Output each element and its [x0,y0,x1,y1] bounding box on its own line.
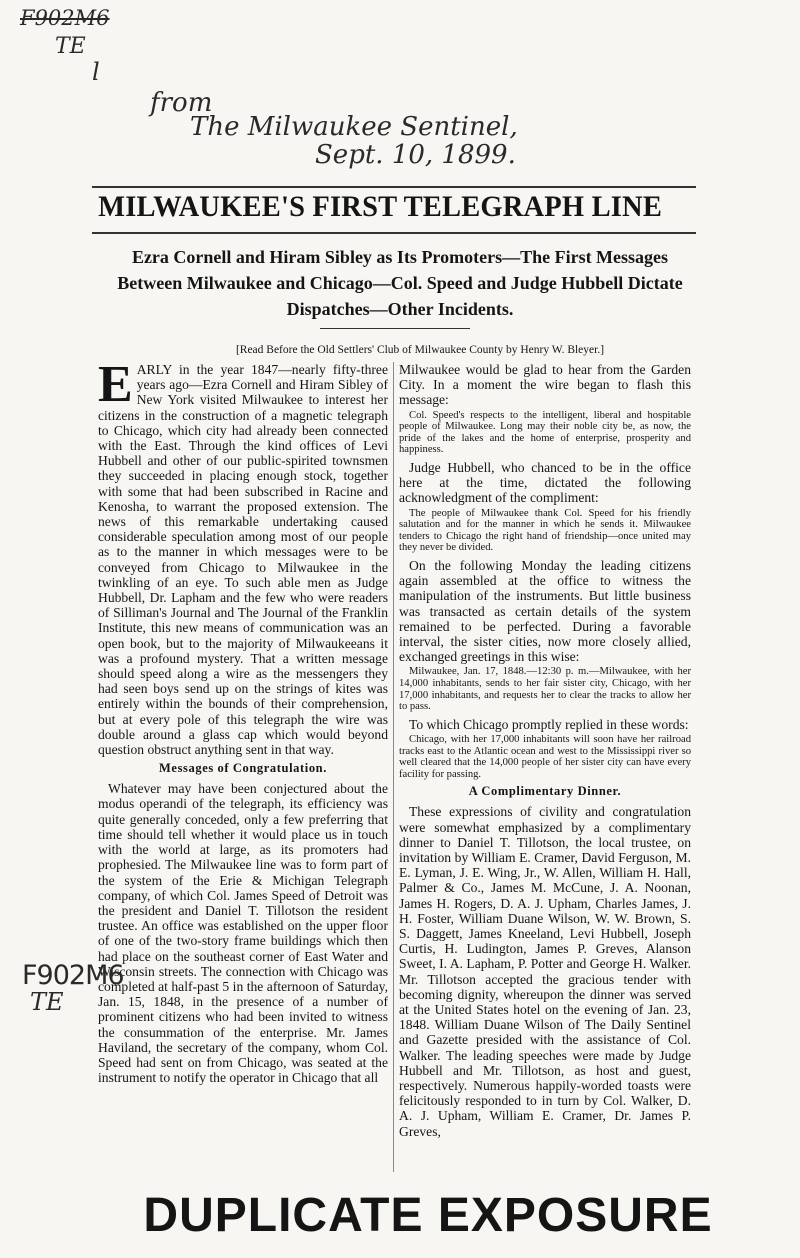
quoted-dispatch: Col. Speed's respects to the intelligent, liberal and hospitable people of Milwaukee. Long may their noble city be, as now, the pride of the lakes and the home of enterprise, prosperity and happiness. [399,409,691,456]
quoted-dispatch: The people of Milwaukee thank Col. Speed for his friendly salutation and for the manner in which he sends it. Milwaukee tenders to Chicago the right hand of friendship—once united may they never be divided. [399,507,691,554]
handwritten-source-line2: The Milwaukee Sentinel, [190,112,518,142]
paragraph: Judge Hubbell, who chanced to be in the office here at the time, dictated the following acknowledgment of the compliment: [399,459,691,506]
subhead-divider [320,328,470,329]
headline-rule-bottom [92,232,696,234]
handwritten-source-line1: from [150,88,213,118]
column-divider [393,362,394,1172]
paragraph-text: ARLY in the year 1847—nearly fifty-three years ago—Ezra Cornell and Hiram Sibley of New York visited Milwaukee to interest her citizens in the construction of a magnetic telegraph to Chicago, which city had already been connected with the East. Through the kind offices of Levi Hubbell and other of our public-spirited townsmen they succeeded in placing enough stock, together with some that had been subscribed in Racine and Kenosha, to warrant the proposed extension. The news of this remarkable undertaking caused considerable speculation among most of our people as to the manner in which messages were to be conveyed from Chicago to Milwaukee in the twinkling of an eye. To such able men as Judge Hubbell, Dr. Lapham and the few who were readers of Silliman's Journal and The Journal of the Franklin Institute, this new means of communication was an open book, but to the majority of Milwaukeeans it was a profound mystery. That a written message should speed along a wire as the messengers they had seen boys send up on the strings of kites was entirely within the bounds of their comprehension, but at every pole of this telegraph the wire was double around a glass cap which would beyond question obstruct anything sent in that way. [98,362,388,758]
duplicate-exposure-stamp: DUPLICATE EXPOSURE [143,1189,713,1242]
section-heading: Messages of Congratulation. [159,761,327,776]
handwritten-te-top: TE [55,34,86,59]
quoted-dispatch: Chicago, with her 17,000 inhabitants will soon have her railroad tracks east to the Atlantic ocean and west to the Mississippi river so well cleared that the 14,000 people of her sister city can have every facility for passing. [399,733,691,780]
paragraph: Milwaukee would be glad to hear from the Garden City. In a moment the wire began to flash this message: [399,362,691,408]
paragraph: Whatever may have been conjectured about the modus operandi of the telegraph, its efficiency was quite generally conceded, only a few preferring that time should tell whether it would place us in touch with the world at large, as its promoters had prophesied. The Milwaukee line was to form part of the system of the Erie & Michigan Telegraph company, of which Col. James Speed of Detroit was the president and Daniel T. Tillotson the resident trustee. An office was established on the upper floor of one of the two-story frame buildings which then had place on the southeast corner of East Water and Wisconsin streets. The connection with Chicago was completed at half-past 5 in the afternoon of Saturday, Jan. 15, 1848, in the presence of a number of prominent citizens who had been invited to witness the consummation of the enterprise. Mr. James Haviland, the secretary of the company, whom Col. Speed had sent on from Chicago, was seated at the instrument to notify the operator in Chicago that all [98,781,388,1086]
handwritten-mark: l [92,58,100,86]
paragraph: On the following Monday the leading citizens again assembled at the office to witness the manipulation of the instruments. But little business was transacted as certain details of the system remained to be perfected. During a favorable interval, the sister cities, now more closely allied, exchanged greetings in this wise: [399,557,691,665]
headline-rule-top [92,186,696,188]
handwritten-catalog-code-top: F902M6 [20,6,110,30]
paragraph: These expressions of civility and congratulation were somewhat emphasized by a complimentary dinner to Daniel T. Tillotson, the local trustee, on invitation by William E. Cramer, David Ferguson, M. E. Lyman, J. E. Wing, Jr., W. Allen, William H. Hall, Palmer & Co., James M. McCune, J. A. Noonan, James H. Rogers, D. A. J. Upham, Charles James, J. H. Foster, William Duane Wilson, W. W. Brown, S. S. Daggett, James Kneeland, Levi Hubbell, Joseph Curtis, H. Ludington, James P. Greves, Alanson Sweet, I. A. Lapham, P. Potter and George H. Walker. Mr. Tillotson accepted the gracious tender with becoming dignity, whereupon the dinner was served at the United States hotel on the evening of Jan. 23, 1848. William Duane Wilson of The Daily Sentinel and Gazette presided with the assistance of Col. Walker. The leading speeches were made by Judge Hubbell and Mr. Tillotson, as host and guest, respectively. Numerous happily-worded toasts were felicitously responded to in turn by Col. Walker, D. A. J. Upham, William E. Cramer, Dr. James P. Greves, [399,804,691,1139]
article-column-right [399,362,691,1177]
handwritten-source-date: Sept. 10, 1899. [315,140,516,170]
article-subhead: Ezra Cornell and Hiram Sibley as Its Promoters—The First Messages Between Milwaukee and Chicago—Col. Speed and Judge Hubbell Dictate Dispatches—Other Incidents. [117,247,683,319]
paragraph: To which Chicago promptly replied in these words: [409,716,689,732]
handwritten-catalog-code-side: F902M6 [22,960,124,991]
quoted-dispatch: Milwaukee, Jan. 17, 1848.—12:30 p. m.—Milwaukee, with her 14,000 inhabitants, sends to her fair sister city, Chicago, with her 17,000 inhabitants, and requests her to clear the tracks to allow her to pass. [399,666,691,713]
article-headline: MILWAUKEE'S FIRST TELEGRAPH LINE [98,190,663,223]
section-heading: A Complimentary Dinner. [468,784,622,799]
paragraph [98,362,388,757]
handwritten-te-side: TE [30,988,64,1016]
drop-cap: E [98,362,133,413]
article-column-left [98,362,388,1177]
article-byline: [Read Before the Old Settlers' Club of Milwaukee County by Henry W. Bleyer.] [235,344,605,356]
